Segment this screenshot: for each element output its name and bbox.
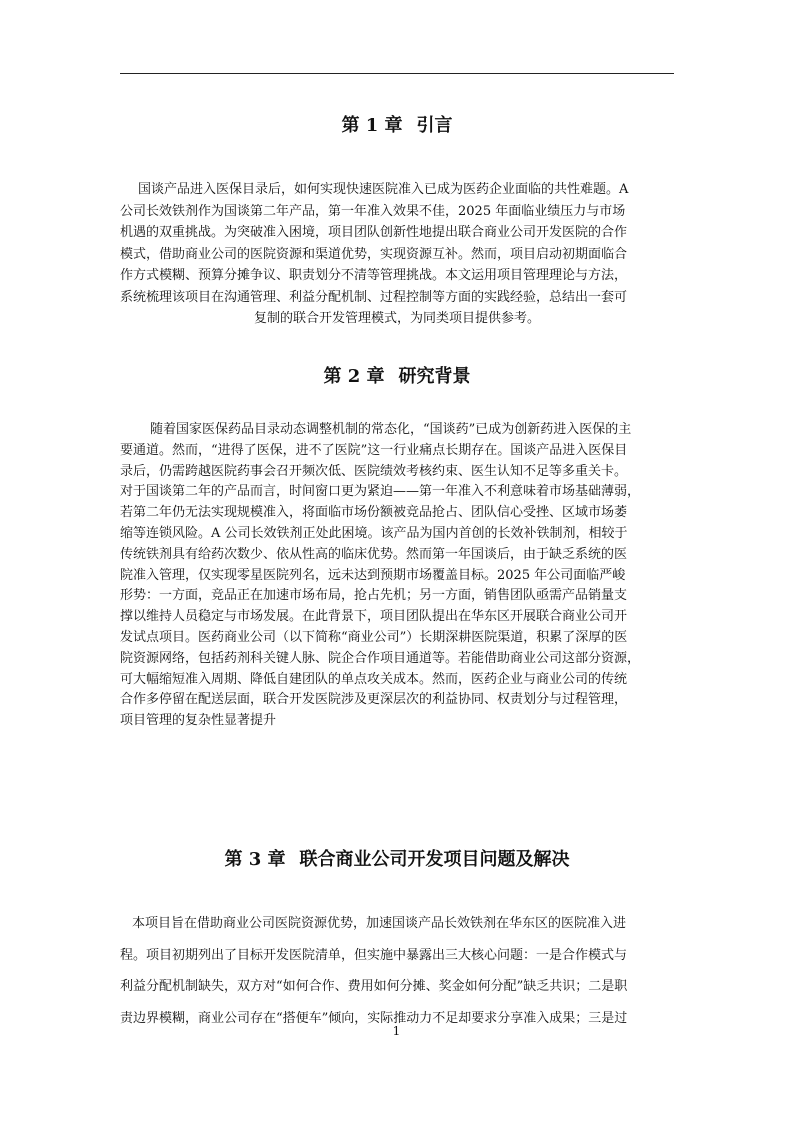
paragraph-line: 合作多停留在配送层面，联合开发医院涉及更深层次的利益协同、权责划分与过程管理， — [120, 692, 628, 708]
chapter-3-number: 第 3 章 — [224, 849, 286, 870]
paragraph-line: 作方式模糊、预算分摊争议、职责划分不清等管理挑战。本文运用项目管理理论与方法， — [120, 268, 628, 283]
paragraph-line: 发试点项目。医药商业公司（以下简称“商业公司”）长期深耕医院渠道，积累了深厚的医 — [120, 629, 628, 645]
chapter-3-heading — [120, 849, 674, 871]
paragraph-line: 随着国家医保药品目录动态调整机制的常态化，“国谈药”已成为创新药进入医保的主 — [150, 422, 632, 437]
paragraph-line: 本项目旨在借助商业公司医院资源优势，加速国谈产品长效铁剂在华东区的医院准入进 — [132, 916, 627, 931]
paragraph-line: 形势：一方面，竞品正在加速市场布局，抢占先机；另一方面，销售团队亟需产品销量支 — [120, 588, 628, 604]
page-number: 1 — [392, 1024, 401, 1038]
paragraph-line: 对于国谈第二年的产品而言，时间窗口更为紧迫——第一年准入不利意味着市场基础薄弱， — [120, 484, 641, 500]
paragraph-line: 院准入管理，仅实现零星医院列名，远未达到预期市场覆盖目标。2025 年公司面临严峻 — [120, 567, 626, 583]
paragraph-line: 可大幅缩短准入周期、降低自建团队的单点攻关成本。然而，医药企业与商业公司的传统 — [120, 671, 628, 687]
paragraph-line: 责边界模糊，商业公司存在“搭便车”倾向，实际推动力不足却要求分享准入成果；三是过 — [120, 1010, 628, 1026]
chapter-2-paragraph — [120, 420, 674, 732]
chapter-2-title: 研究背景 — [398, 366, 471, 387]
paragraph-line: 传统铁剂具有给药次数少、依从性高的临床优势。然而第一年国谈后，由于缺乏系统的医 — [120, 546, 628, 562]
paragraph-line: 程。项目初期列出了目标开发医院清单，但实施中暴露出三大核心问题：一是合作模式与 — [120, 947, 628, 963]
paragraph-line: 撑以维持人员稳定与市场发展。在此背景下，项目团队提出在华东区开展联合商业公司开 — [120, 609, 628, 625]
chapter-1-number: 第 1 章 — [341, 115, 403, 136]
chapter-3-paragraph — [120, 908, 674, 1034]
chapter-1-paragraph — [120, 179, 674, 330]
paragraph-line: 录后，仍需跨越医院药事会召开频次低、医院绩效考核约束、医生认知不足等多重关卡。 — [120, 463, 628, 479]
paragraph-line: 利益分配机制缺失，双方对“如何合作、费用如何分摊、奖金如何分配”缺乏共识；二是职 — [120, 979, 628, 994]
paragraph-line: 公司长效铁剂作为国谈第二年产品，第一年准入效果不佳，2025 年面临业绩压力与市场 — [120, 203, 626, 219]
paragraph-line: 要通道。然而，“进得了医保，进不了医院”这一行业痛点长期存在。国谈产品进入医保目 — [120, 442, 628, 458]
paragraph-line: 院资源网络，包括药剂科关键人脉、院企合作项目通道等。若能借助商业公司这部分资源， — [120, 650, 641, 666]
chapter-2-number: 第 2 章 — [323, 366, 385, 387]
paragraph-line: 复制的联合开发管理模式，为同类项目提供参考。 — [253, 311, 540, 326]
paragraph-line: 机遇的双重挑战。为突破准入困境，项目团队创新性地提出联合商业公司开发医院的合作 — [120, 225, 628, 240]
chapter-3-title: 联合商业公司开发项目问题及解决 — [299, 849, 570, 870]
paragraph-line: 缩等连锁风险。A 公司长效铁剂正处此困境。该产品为国内首创的长效补铁制剂，相较于 — [120, 525, 628, 541]
header-rule — [120, 73, 674, 74]
paragraph-line: 若第二年仍无法实现规模准入，将面临市场份额被竞品抢占、团队信心受挫、区域市场萎 — [120, 505, 628, 521]
paragraph-line: 项目管理的复杂性显著提升 — [120, 713, 277, 729]
chapter-1-title: 引言 — [416, 115, 453, 136]
paragraph-line: 模式，借助商业公司的医院资源和渠道优势，实现资源互补。然而，项目启动初期面临合 — [120, 246, 628, 262]
chapter-2-heading — [120, 366, 674, 388]
paragraph-line: 系统梳理该项目在沟通管理、利益分配机制、过程控制等方面的实践经验，总结出一套可 — [120, 289, 628, 305]
paragraph-line: 国谈产品进入医保目录后，如何实现快速医院准入已成为医药企业面临的共性难题。A — [138, 182, 629, 197]
chapter-1-heading — [120, 115, 674, 137]
